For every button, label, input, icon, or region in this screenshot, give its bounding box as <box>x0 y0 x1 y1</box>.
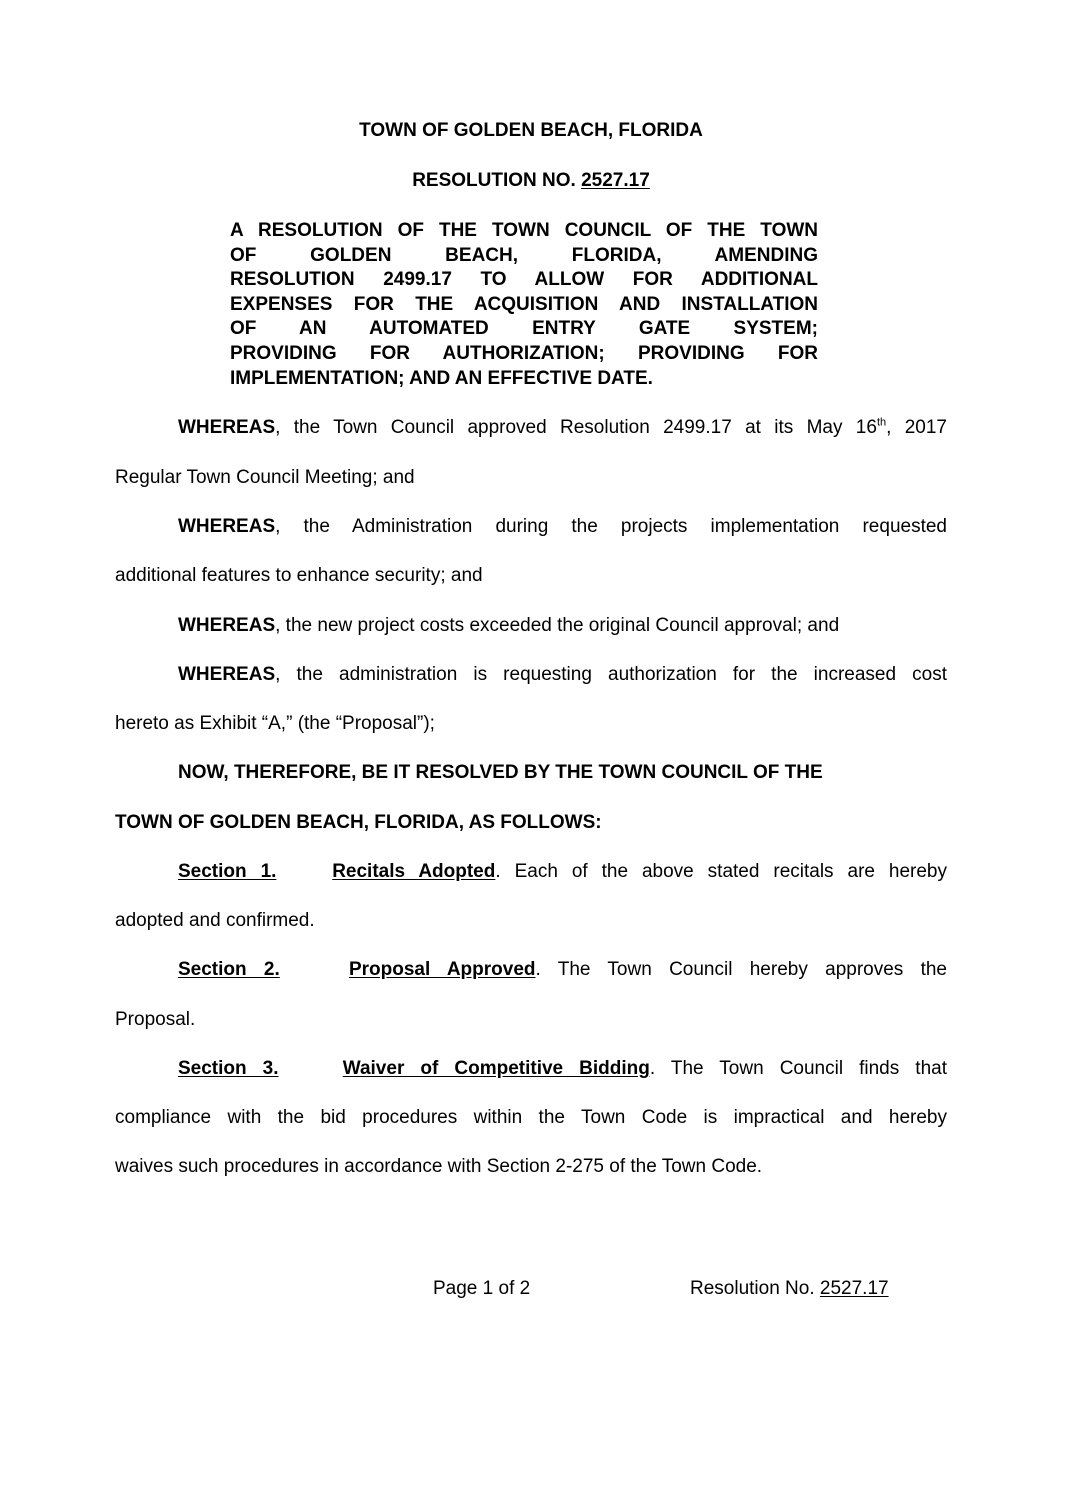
resolution-number-heading <box>115 170 947 192</box>
resolution-number: 2527.17 <box>581 170 650 191</box>
section-1: Section 1. Recitals Adopted. Each of the above stated recitals are hereby <box>178 861 948 882</box>
resolved-line-2: TOWN OF GOLDEN BEACH, FLORIDA, AS FOLLOWS: <box>115 812 602 833</box>
page-number: Page 1 of 2 <box>433 1278 531 1299</box>
section-3-cont: compliance with the bid procedures within the Town Code is impractical and hereby <box>115 1107 947 1128</box>
section-2-cont: Proposal. <box>115 1009 196 1030</box>
title-line: A RESOLUTION OF THE TOWN COUNCIL OF THE TOWN <box>230 220 818 241</box>
whereas-4: WHEREAS, the administration is requesting authorization for the increased cost <box>178 664 947 685</box>
resolution-label: RESOLUTION NO. <box>412 170 576 191</box>
title-line: OF GOLDEN BEACH, FLORIDA, AMENDING <box>230 244 818 266</box>
whereas-3: WHEREAS, the new project costs exceeded the original Council approval; and <box>178 615 840 636</box>
title-line: RESOLUTION 2499.17 TO ALLOW FOR ADDITIONAL <box>230 269 818 291</box>
whereas-4-cont: hereto as Exhibit “A,” (the “Proposal”); <box>115 713 435 734</box>
whereas-1-cont: Regular Town Council Meeting; and <box>115 467 415 488</box>
section-2: Section 2. Proposal Approved. The Town Council hereby approves the <box>178 959 947 980</box>
whereas-1: WHEREAS, the Town Council approved Resolution 2499.17 at its May 16th, 2017 <box>178 416 947 438</box>
title-line: IMPLEMENTATION; AND AN EFFECTIVE DATE. <box>230 367 653 389</box>
section-1-cont: adopted and confirmed. <box>115 910 315 931</box>
title-line: OF AN AUTOMATED ENTRY GATE SYSTEM; <box>230 318 818 340</box>
section-3-cont: waives such procedures in accordance with Section 2-275 of the Town Code. <box>115 1156 763 1177</box>
title-line: EXPENSES FOR THE ACQUISITION AND INSTALLATION <box>230 293 818 315</box>
whereas-2: WHEREAS, the Administration during the projects implementation requested <box>178 516 947 537</box>
town-heading: TOWN OF GOLDEN BEACH, FLORIDA <box>359 120 703 141</box>
resolved-line-1: NOW, THEREFORE, BE IT RESOLVED BY THE TOWN COUNCIL OF THE <box>178 762 823 783</box>
resolution-title-block <box>230 219 818 391</box>
footer-resolution: Resolution No. 2527.17 <box>690 1278 889 1299</box>
section-3: Section 3. Waiver of Competitive Bidding. The Town Council finds that <box>178 1058 947 1079</box>
title-line: PROVIDING FOR AUTHORIZATION; PROVIDING FOR <box>230 342 818 364</box>
whereas-2-cont: additional features to enhance security; and <box>115 565 483 586</box>
